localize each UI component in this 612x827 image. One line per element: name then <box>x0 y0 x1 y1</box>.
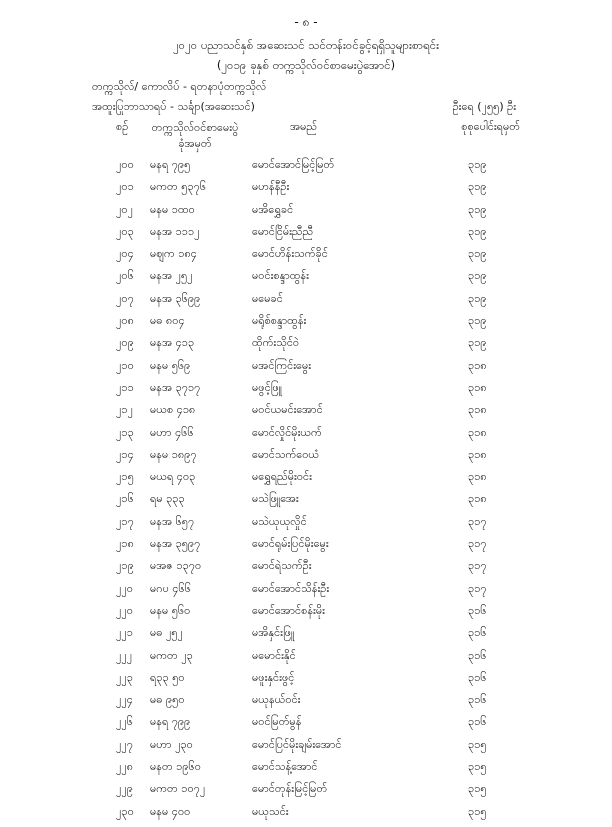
row-serial: ၂၀၇ <box>116 291 134 305</box>
row-name: မယုသင်း <box>252 804 289 818</box>
header-roll-number: တက္ကသိုလ်ဝင်စာမေးပွဲ ခုံအမှတ် <box>151 121 239 150</box>
row-serial: ၂၀၄ <box>116 247 134 261</box>
row-name: မောင်ရဲသက်ဦး <box>252 559 312 573</box>
row-roll-number: မနရ ၇၉၉ <box>150 715 191 729</box>
row-marks: ၃၁၉ <box>468 269 487 283</box>
row-serial: ၂၀၆ <box>116 269 134 283</box>
row-serial: ၂၂၈ <box>116 760 134 774</box>
row-serial: ၂၁၃ <box>116 425 134 439</box>
row-serial: ၂၂၇ <box>116 737 133 751</box>
row-roll-number: မဈက ၁၈၄ <box>150 247 197 261</box>
table-row <box>0 649 612 671</box>
row-serial: ၂၁၇ <box>116 514 134 528</box>
row-roll-number: မအဇ ၁၃၇၀ <box>150 559 202 573</box>
row-name: မောင်သက်ဝေယံ <box>252 447 320 461</box>
row-marks: ၃၁၈ <box>468 470 487 484</box>
row-serial: ၂၂၃ <box>116 670 133 684</box>
table-row <box>0 158 612 180</box>
row-roll-number: မကတ ၅၃၇၆ <box>150 180 207 194</box>
table-row <box>0 492 612 514</box>
header-name: အမည် <box>290 120 318 133</box>
row-marks: ၃၁၇ <box>468 537 487 551</box>
row-roll-number: မဂပ ၄၆၆ <box>150 581 191 595</box>
university-label: တက္ကသိုလ်/ ကောလိပ် - ရတနာပုံတက္ကသိုလ် <box>92 80 267 93</box>
row-roll-number: မဓ ၂၅၂ <box>150 626 183 640</box>
table-row <box>0 403 612 425</box>
table-row <box>0 292 612 314</box>
row-marks: ၃၁၉ <box>468 247 487 261</box>
row-name: မသဲဖြူအေး <box>252 492 299 506</box>
row-serial: ၂၁၈ <box>116 537 134 551</box>
row-roll-number: ရမ ၃၃၃ <box>150 492 185 506</box>
table-row <box>0 359 612 381</box>
row-marks: ၃၁၈ <box>468 358 487 372</box>
row-roll-number: မယရ ၄၀၃ <box>150 470 196 484</box>
table-row <box>0 448 612 470</box>
row-serial: ၂၁၁ <box>116 380 134 394</box>
row-marks: ၃၁၅ <box>468 760 487 774</box>
row-marks: ၃၁၆ <box>468 626 487 640</box>
table-row <box>0 738 612 760</box>
table-row <box>0 671 612 693</box>
row-name: မဝင်ယမင်းအောင် <box>252 403 323 417</box>
row-roll-number: မနအ ၁၁၁၂ <box>150 224 200 238</box>
row-roll-number: မနမ ၁၈၉၇ <box>150 447 197 461</box>
row-serial: ၂၀၁ <box>116 180 134 194</box>
row-name: မဝင်းစန္ဒာထွန်း <box>252 269 309 283</box>
table-row <box>0 626 612 648</box>
row-marks: ၃၁၇ <box>468 559 487 573</box>
table-row <box>0 314 612 336</box>
row-serial: ၂၀၀ <box>116 158 134 171</box>
table-row <box>0 537 612 559</box>
row-roll-number: မနမ ၅၆၉ <box>150 358 191 372</box>
table-row <box>0 715 612 737</box>
row-name: မဝင်မြတ်မွန် <box>252 715 302 729</box>
row-marks: ၃၁၆ <box>468 603 487 617</box>
table-row <box>0 693 612 715</box>
row-name: မောင်ဟိန်းသက်ခိုင် <box>252 247 328 261</box>
row-name: မအိရွှေခင် <box>252 202 294 216</box>
row-roll-number: မနအ ၃၆၉၉ <box>150 291 201 305</box>
row-marks: ၃၁၈ <box>468 492 487 506</box>
row-roll-number: မယစ ၄၁၈ <box>150 403 196 417</box>
row-serial: ၂၁၄ <box>116 447 134 461</box>
row-serial: ၂၁၂ <box>116 403 133 417</box>
row-marks: ၃၁၆ <box>468 715 487 729</box>
row-roll-number: မနအ ၄၁၃ <box>150 336 195 350</box>
row-marks: ၃၁၈ <box>468 403 487 417</box>
table-row <box>0 180 612 202</box>
document-title: ၂၀၂၀ ပညာသင်နှစ် အဆေးသင် သင်တန်းဝင်ခွင့်ရရှိသူများစာရင်း <box>172 38 440 52</box>
row-roll-number: မဓ ၉၅၀ <box>150 693 185 707</box>
row-name: မအင်ကြင်းမွေး <box>252 358 312 372</box>
row-roll-number: မဟာ ၂၃၀ <box>150 737 193 751</box>
row-name: မယုနယ်ဝင်း <box>252 693 301 707</box>
row-name: မောင်အောင်မြင့်မြတ် <box>252 158 335 171</box>
row-serial: ၂၀၈ <box>116 314 134 328</box>
row-roll-number: မကတ ၂၃ <box>150 648 193 662</box>
row-name: မသဲယုယုလှိုင် <box>252 514 307 528</box>
row-marks: ၃၁၅ <box>468 737 487 751</box>
row-roll-number: မဓ ၈၀၄ <box>150 314 185 328</box>
row-name: မောင်ရုမ်းပြင်မိုးမွေး <box>252 537 329 551</box>
row-roll-number: မနအ ၆၅၇ <box>150 514 195 528</box>
major-label: အထူးပြုဘာသာရပ် - သင်္ချာ(အဆေးသင်) <box>92 100 255 113</box>
table-row <box>0 515 612 537</box>
row-name: မဖွင့်ဖြူ <box>252 380 282 394</box>
row-serial: ၂၀၉ <box>116 336 134 350</box>
row-roll-number: ရ၃၃ ၅၀ <box>150 670 185 684</box>
row-serial: ၂၂၀ <box>116 603 133 617</box>
table-row <box>0 269 612 291</box>
row-marks: ၃၁၅ <box>468 804 487 818</box>
row-marks: ၃၁၉ <box>468 224 487 238</box>
row-roll-number: မနအ ၂၅၂ <box>150 269 193 283</box>
table-row <box>0 336 612 358</box>
row-marks: ၃၁၉ <box>468 180 487 194</box>
row-marks: ၃၁၉ <box>468 336 487 350</box>
row-serial: ၂၂၀ <box>116 581 133 595</box>
table-row <box>0 805 612 827</box>
row-roll-number: မနတ ၁၉၆၀ <box>150 760 201 774</box>
page-number: - ၈ - <box>294 15 318 29</box>
row-serial: ၂၁၆ <box>116 492 134 506</box>
row-name: မဟန်နီဦး <box>252 180 290 194</box>
table-row <box>0 381 612 403</box>
document-subtitle: (၂၀၁၉ ခုနှစ် တက္ကသိုလ်ဝင်စာမေးပွဲအောင်) <box>216 58 396 72</box>
table-row <box>0 247 612 269</box>
table-row <box>0 782 612 804</box>
row-serial: ၂၀၂ <box>116 202 133 216</box>
row-name: ထိုက်းသိုင်ဝဲ <box>252 336 300 350</box>
row-marks: ၃၁၅ <box>468 782 487 796</box>
row-marks: ၃၁၉ <box>468 202 487 216</box>
header-total-marks: စုစုပေါင်းရမှတ် <box>461 120 520 133</box>
row-roll-number: မနရ ၇၉၅ <box>150 158 191 171</box>
row-marks: ၃၁၇ <box>468 581 487 595</box>
row-roll-number: မနအ ၃၅၉၇ <box>150 537 201 551</box>
row-serial: ၂၃၀ <box>116 804 134 818</box>
table-row <box>0 225 612 247</box>
row-roll-number: မနမ ၅၆၀ <box>150 603 191 617</box>
table-row <box>0 426 612 448</box>
row-name: မမေခင် <box>252 291 283 305</box>
header-serial: စဉ် <box>116 120 129 133</box>
row-name: မောင်အောင်စန်းမိုး <box>252 603 325 617</box>
row-name: မအိနှင်းဖြူ <box>252 626 295 640</box>
row-name: မရိုစ်စန္ဒာထွန်း <box>252 314 307 328</box>
row-name: မောင်အောင်သိန်းဦး <box>252 581 330 595</box>
row-name: မောင်ငြိမ်းညီညီ <box>252 224 314 238</box>
table-row <box>0 760 612 782</box>
row-marks: ၃၁၉ <box>468 314 487 328</box>
row-name: မဖူးနှင်းဖွင့် <box>252 670 295 684</box>
row-roll-number: မနမ ၁ထ၀ <box>150 202 195 216</box>
table-row <box>0 203 612 225</box>
row-roll-number: မနအ ၃၇၁၇ <box>150 380 201 394</box>
table-row <box>0 470 612 492</box>
row-serial: ၂၂၄ <box>116 693 133 707</box>
row-serial: ၂၁၀ <box>116 358 134 372</box>
row-marks: ၃၁၉ <box>468 291 487 305</box>
row-marks: ၃၁၉ <box>468 158 487 171</box>
total-count-label: ဦးရေ (၂၅၅) ဦး <box>452 100 516 113</box>
row-marks: ၃၁၈ <box>468 425 487 439</box>
table-row <box>0 604 612 626</box>
table-row <box>0 559 612 581</box>
row-name: မောင်သန့်အောင် <box>252 760 318 774</box>
row-marks: ၃၁၈ <box>468 447 487 461</box>
row-serial: ၂၁၅ <box>116 470 134 484</box>
row-marks: ၃၁၆ <box>468 648 487 662</box>
table-row <box>0 582 612 604</box>
row-serial: ၂၂၁ <box>116 626 133 640</box>
row-serial: ၂၀၃ <box>116 224 134 238</box>
row-serial: ၂၁၉ <box>116 559 134 573</box>
row-marks: ၃၁၈ <box>468 380 487 394</box>
row-name: မောင်လှိုင်မိုးယက် <box>252 425 322 439</box>
row-serial: ၂၂၉ <box>116 782 133 796</box>
row-serial: ၂၂၆ <box>116 715 133 729</box>
row-marks: ၃၁၆ <box>468 670 487 684</box>
row-name: မရွှေရည်မိုးဝင်း <box>252 470 312 484</box>
row-name: မမောင်းနိုင် <box>252 648 296 662</box>
results-table <box>0 158 612 827</box>
row-roll-number: မကတ ၁၀၇၂ <box>150 782 206 796</box>
row-name: မောင်ပြင်မိုးချမ်းအောင် <box>252 737 342 751</box>
row-roll-number: မဟာ ၄၆၆ <box>150 425 194 439</box>
row-marks: ၃၁၇ <box>468 514 487 528</box>
row-name: မောင်တုန်းမြင့်မြတ် <box>252 782 328 796</box>
row-marks: ၃၁၆ <box>468 693 487 707</box>
row-serial: ၂၂၂ <box>116 648 133 662</box>
row-roll-number: မနမ ၄၀၀ <box>150 804 191 818</box>
